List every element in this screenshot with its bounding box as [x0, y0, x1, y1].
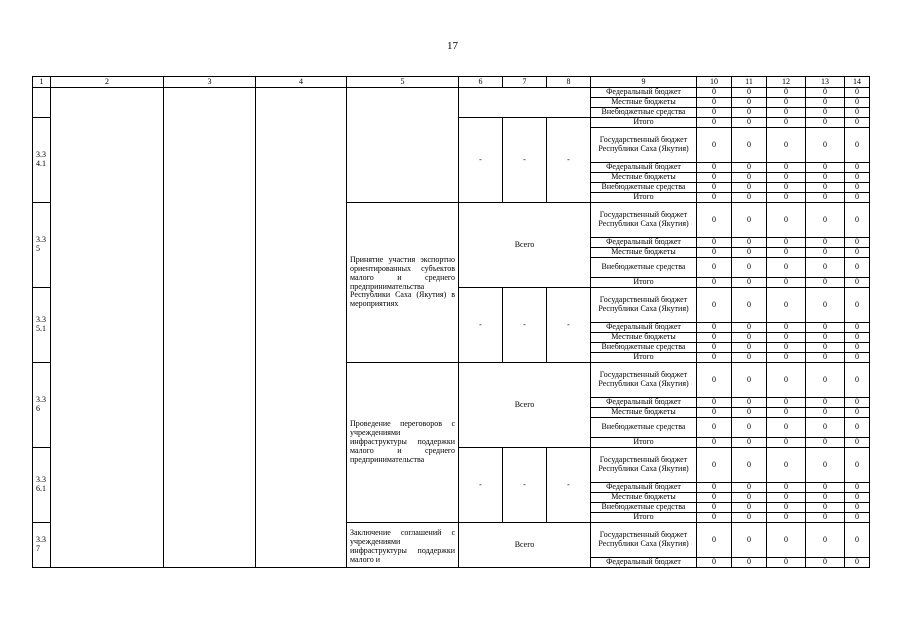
desc-cell: Принятие участия экспортно ориентированных субъектов малого и среднего предпринимательства Республики Саха (Якутия) в мероприятиях — [347, 203, 459, 363]
value-cell: 0 — [732, 193, 767, 203]
value-cell: 0 — [845, 493, 870, 503]
header-cell: 10 — [697, 77, 732, 88]
value-cell: 0 — [806, 163, 845, 173]
value-cell: 0 — [845, 418, 870, 438]
source-cell: Внебюджетные средства — [591, 108, 697, 118]
value-cell: 0 — [697, 238, 732, 248]
source-cell: Государственный бюджет Республики Саха (Якутия) — [591, 288, 697, 323]
source-cell: Государственный бюджет Республики Саха (Якутия) — [591, 363, 697, 398]
value-cell: 0 — [697, 98, 732, 108]
value-cell: 0 — [732, 343, 767, 353]
header-cell: 6 — [459, 77, 503, 88]
period-dash: - — [459, 288, 503, 363]
value-cell: 0 — [845, 398, 870, 408]
value-cell: 0 — [806, 258, 845, 278]
value-cell: 0 — [697, 363, 732, 398]
value-cell: 0 — [697, 448, 732, 483]
value-cell: 0 — [806, 88, 845, 98]
value-cell: 0 — [767, 288, 806, 323]
header-cell: 11 — [732, 77, 767, 88]
value-cell: 0 — [697, 483, 732, 493]
value-cell: 0 — [845, 558, 870, 568]
value-cell: 0 — [806, 173, 845, 183]
value-cell: 0 — [697, 258, 732, 278]
value-cell: 0 — [845, 173, 870, 183]
value-cell: 0 — [767, 343, 806, 353]
value-cell: 0 — [806, 418, 845, 438]
period-dash: - — [503, 448, 547, 523]
value-cell: 0 — [697, 163, 732, 173]
value-cell: 0 — [806, 448, 845, 483]
source-cell: Местные бюджеты — [591, 173, 697, 183]
period-dash: - — [547, 118, 591, 203]
value-cell: 0 — [697, 343, 732, 353]
source-cell: Федеральный бюджет — [591, 483, 697, 493]
value-cell: 0 — [767, 108, 806, 118]
value-cell: 0 — [845, 258, 870, 278]
value-cell: 0 — [845, 523, 870, 558]
value-cell: 0 — [697, 128, 732, 163]
value-cell: 0 — [697, 418, 732, 438]
value-cell: 0 — [845, 248, 870, 258]
header-cell: 8 — [547, 77, 591, 88]
value-cell: 0 — [732, 88, 767, 98]
value-cell: 0 — [806, 323, 845, 333]
value-cell: 0 — [845, 98, 870, 108]
value-cell: 0 — [806, 193, 845, 203]
value-cell: 0 — [732, 493, 767, 503]
value-cell: 0 — [806, 503, 845, 513]
value-cell: 0 — [767, 503, 806, 513]
source-cell: Федеральный бюджет — [591, 238, 697, 248]
value-cell: 0 — [806, 493, 845, 503]
value-cell: 0 — [732, 333, 767, 343]
source-cell: Итого — [591, 438, 697, 448]
value-cell: 0 — [767, 193, 806, 203]
source-cell: Федеральный бюджет — [591, 398, 697, 408]
value-cell: 0 — [697, 493, 732, 503]
row-id: 3.3 6 — [33, 363, 51, 448]
value-cell: 0 — [732, 513, 767, 523]
value-cell: 0 — [767, 353, 806, 363]
value-cell: 0 — [697, 323, 732, 333]
value-cell: 0 — [845, 118, 870, 128]
value-cell: 0 — [767, 98, 806, 108]
header-cell: 1 — [33, 77, 51, 88]
source-cell: Внебюджетные средства — [591, 418, 697, 438]
header-cell: 7 — [503, 77, 547, 88]
value-cell: 0 — [697, 193, 732, 203]
value-cell: 0 — [697, 108, 732, 118]
value-cell: 0 — [767, 363, 806, 398]
period-all: Всего — [459, 203, 591, 288]
value-cell: 0 — [732, 353, 767, 363]
source-cell: Федеральный бюджет — [591, 558, 697, 568]
value-cell: 0 — [697, 288, 732, 323]
value-cell: 0 — [845, 343, 870, 353]
source-cell: Федеральный бюджет — [591, 163, 697, 173]
value-cell: 0 — [732, 183, 767, 193]
value-cell: 0 — [697, 118, 732, 128]
source-cell: Местные бюджеты — [591, 333, 697, 343]
value-cell: 0 — [697, 523, 732, 558]
value-cell: 0 — [697, 398, 732, 408]
source-cell: Местные бюджеты — [591, 98, 697, 108]
value-cell: 0 — [767, 258, 806, 278]
value-cell: 0 — [845, 203, 870, 238]
value-cell: 0 — [767, 278, 806, 288]
value-cell: 0 — [845, 183, 870, 193]
value-cell: 0 — [697, 333, 732, 343]
value-cell: 0 — [732, 558, 767, 568]
source-cell: Местные бюджеты — [591, 493, 697, 503]
header-cell: 4 — [256, 77, 347, 88]
desc-cell — [347, 88, 459, 203]
value-cell: 0 — [697, 173, 732, 183]
value-cell: 0 — [845, 438, 870, 448]
id-cell — [33, 88, 51, 118]
row-id: 3.3 7 — [33, 523, 51, 568]
desc-cell: Проведение переговоров с учреждениями инфраструктуры поддержки малого и среднего предпринимательства — [347, 363, 459, 523]
value-cell: 0 — [767, 163, 806, 173]
value-cell: 0 — [732, 163, 767, 173]
value-cell: 0 — [732, 523, 767, 558]
value-cell: 0 — [732, 258, 767, 278]
value-cell: 0 — [732, 248, 767, 258]
value-cell: 0 — [767, 523, 806, 558]
source-cell: Государственный бюджет Республики Саха (Якутия) — [591, 203, 697, 238]
source-cell: Итого — [591, 513, 697, 523]
value-cell: 0 — [845, 163, 870, 173]
value-cell: 0 — [767, 438, 806, 448]
value-cell: 0 — [845, 193, 870, 203]
budget-table — [32, 76, 870, 568]
period-dash: - — [547, 448, 591, 523]
source-cell: Внебюджетные средства — [591, 258, 697, 278]
value-cell: 0 — [732, 398, 767, 408]
value-cell: 0 — [806, 288, 845, 323]
period-all: Всего — [459, 363, 591, 448]
value-cell: 0 — [732, 438, 767, 448]
header-cell: 14 — [845, 77, 870, 88]
page-number: 17 — [447, 40, 458, 52]
value-cell: 0 — [845, 353, 870, 363]
value-cell: 0 — [806, 558, 845, 568]
value-cell: 0 — [767, 483, 806, 493]
desc-cell: Заключение соглашений с учреждениями инфраструктуры поддержки малого и — [347, 523, 459, 568]
value-cell: 0 — [767, 513, 806, 523]
value-cell: 0 — [767, 333, 806, 343]
value-cell: 0 — [732, 98, 767, 108]
value-cell: 0 — [732, 363, 767, 398]
value-cell: 0 — [845, 513, 870, 523]
source-cell: Итого — [591, 118, 697, 128]
value-cell: 0 — [767, 238, 806, 248]
value-cell: 0 — [806, 183, 845, 193]
period-dash: - — [459, 118, 503, 203]
value-cell: 0 — [697, 438, 732, 448]
value-cell: 0 — [806, 203, 845, 238]
value-cell: 0 — [806, 513, 845, 523]
source-cell: Федеральный бюджет — [591, 323, 697, 333]
value-cell: 0 — [845, 288, 870, 323]
value-cell: 0 — [697, 353, 732, 363]
header-cell: 12 — [767, 77, 806, 88]
value-cell: 0 — [732, 203, 767, 238]
source-cell: Федеральный бюджет — [591, 88, 697, 98]
value-cell: 0 — [845, 363, 870, 398]
value-cell: 0 — [767, 128, 806, 163]
value-cell: 0 — [732, 108, 767, 118]
value-cell: 0 — [806, 98, 845, 108]
value-cell: 0 — [806, 483, 845, 493]
period-dash: - — [547, 288, 591, 363]
value-cell: 0 — [767, 418, 806, 438]
row-id: 3.3 5 — [33, 203, 51, 288]
source-cell: Государственный бюджет Республики Саха (Якутия) — [591, 128, 697, 163]
value-cell: 0 — [767, 248, 806, 258]
value-cell: 0 — [732, 128, 767, 163]
value-cell: 0 — [845, 503, 870, 513]
row-id: 3.3 4.1 — [33, 118, 51, 203]
value-cell: 0 — [697, 278, 732, 288]
value-cell: 0 — [845, 323, 870, 333]
value-cell: 0 — [767, 203, 806, 238]
value-cell: 0 — [697, 503, 732, 513]
value-cell: 0 — [806, 438, 845, 448]
source-cell: Итого — [591, 278, 697, 288]
value-cell: 0 — [806, 343, 845, 353]
value-cell: 0 — [806, 108, 845, 118]
value-cell: 0 — [806, 523, 845, 558]
header-cell: 9 — [591, 77, 697, 88]
value-cell: 0 — [697, 88, 732, 98]
value-cell: 0 — [806, 128, 845, 163]
value-cell: 0 — [806, 353, 845, 363]
value-cell: 0 — [845, 483, 870, 493]
budget-table-container — [32, 76, 869, 568]
value-cell: 0 — [845, 128, 870, 163]
value-cell: 0 — [732, 118, 767, 128]
value-cell: 0 — [697, 408, 732, 418]
value-cell: 0 — [732, 288, 767, 323]
value-cell: 0 — [732, 238, 767, 248]
value-cell: 0 — [767, 558, 806, 568]
row-id: 3.3 5.1 — [33, 288, 51, 363]
value-cell: 0 — [732, 483, 767, 493]
source-cell: Местные бюджеты — [591, 248, 697, 258]
value-cell: 0 — [806, 278, 845, 288]
value-cell: 0 — [732, 323, 767, 333]
value-cell: 0 — [845, 238, 870, 248]
value-cell: 0 — [845, 108, 870, 118]
value-cell: 0 — [806, 333, 845, 343]
value-cell: 0 — [697, 203, 732, 238]
value-cell: 0 — [845, 448, 870, 483]
header-cell: 13 — [806, 77, 845, 88]
value-cell: 0 — [767, 398, 806, 408]
period-cell — [459, 88, 591, 118]
value-cell: 0 — [767, 493, 806, 503]
value-cell: 0 — [732, 408, 767, 418]
source-cell: Внебюджетные средства — [591, 503, 697, 513]
header-cell: 5 — [347, 77, 459, 88]
value-cell: 0 — [697, 513, 732, 523]
value-cell: 0 — [845, 88, 870, 98]
period-all: Всего — [459, 523, 591, 568]
value-cell: 0 — [845, 333, 870, 343]
source-cell: Итого — [591, 353, 697, 363]
header-cell: 2 — [51, 77, 164, 88]
value-cell: 0 — [767, 118, 806, 128]
value-cell: 0 — [806, 118, 845, 128]
value-cell: 0 — [732, 418, 767, 438]
col3-cell — [164, 88, 256, 568]
value-cell: 0 — [767, 323, 806, 333]
value-cell: 0 — [806, 363, 845, 398]
source-cell: Местные бюджеты — [591, 408, 697, 418]
value-cell: 0 — [732, 503, 767, 513]
header-row — [33, 77, 870, 88]
value-cell: 0 — [767, 173, 806, 183]
value-cell: 0 — [697, 248, 732, 258]
value-cell: 0 — [767, 448, 806, 483]
value-cell: 0 — [806, 238, 845, 248]
value-cell: 0 — [732, 448, 767, 483]
value-cell: 0 — [845, 408, 870, 418]
value-cell: 0 — [767, 183, 806, 193]
value-cell: 0 — [767, 88, 806, 98]
value-cell: 0 — [767, 408, 806, 418]
value-cell: 0 — [697, 558, 732, 568]
value-cell: 0 — [806, 248, 845, 258]
value-cell: 0 — [806, 408, 845, 418]
source-cell: Государственный бюджет Республики Саха (Якутия) — [591, 523, 697, 558]
period-dash: - — [503, 118, 547, 203]
value-cell: 0 — [697, 183, 732, 193]
source-cell: Итого — [591, 193, 697, 203]
value-cell: 0 — [732, 278, 767, 288]
source-cell: Государственный бюджет Республики Саха (Якутия) — [591, 448, 697, 483]
source-cell: Внебюджетные средства — [591, 343, 697, 353]
row-id: 3.3 6.1 — [33, 448, 51, 523]
table-row — [33, 88, 870, 98]
period-dash: - — [459, 448, 503, 523]
col4-cell — [256, 88, 347, 568]
value-cell: 0 — [806, 398, 845, 408]
period-dash: - — [503, 288, 547, 363]
source-cell: Внебюджетные средства — [591, 183, 697, 193]
header-cell: 3 — [164, 77, 256, 88]
value-cell: 0 — [845, 278, 870, 288]
col2-cell — [51, 88, 164, 568]
value-cell: 0 — [732, 173, 767, 183]
